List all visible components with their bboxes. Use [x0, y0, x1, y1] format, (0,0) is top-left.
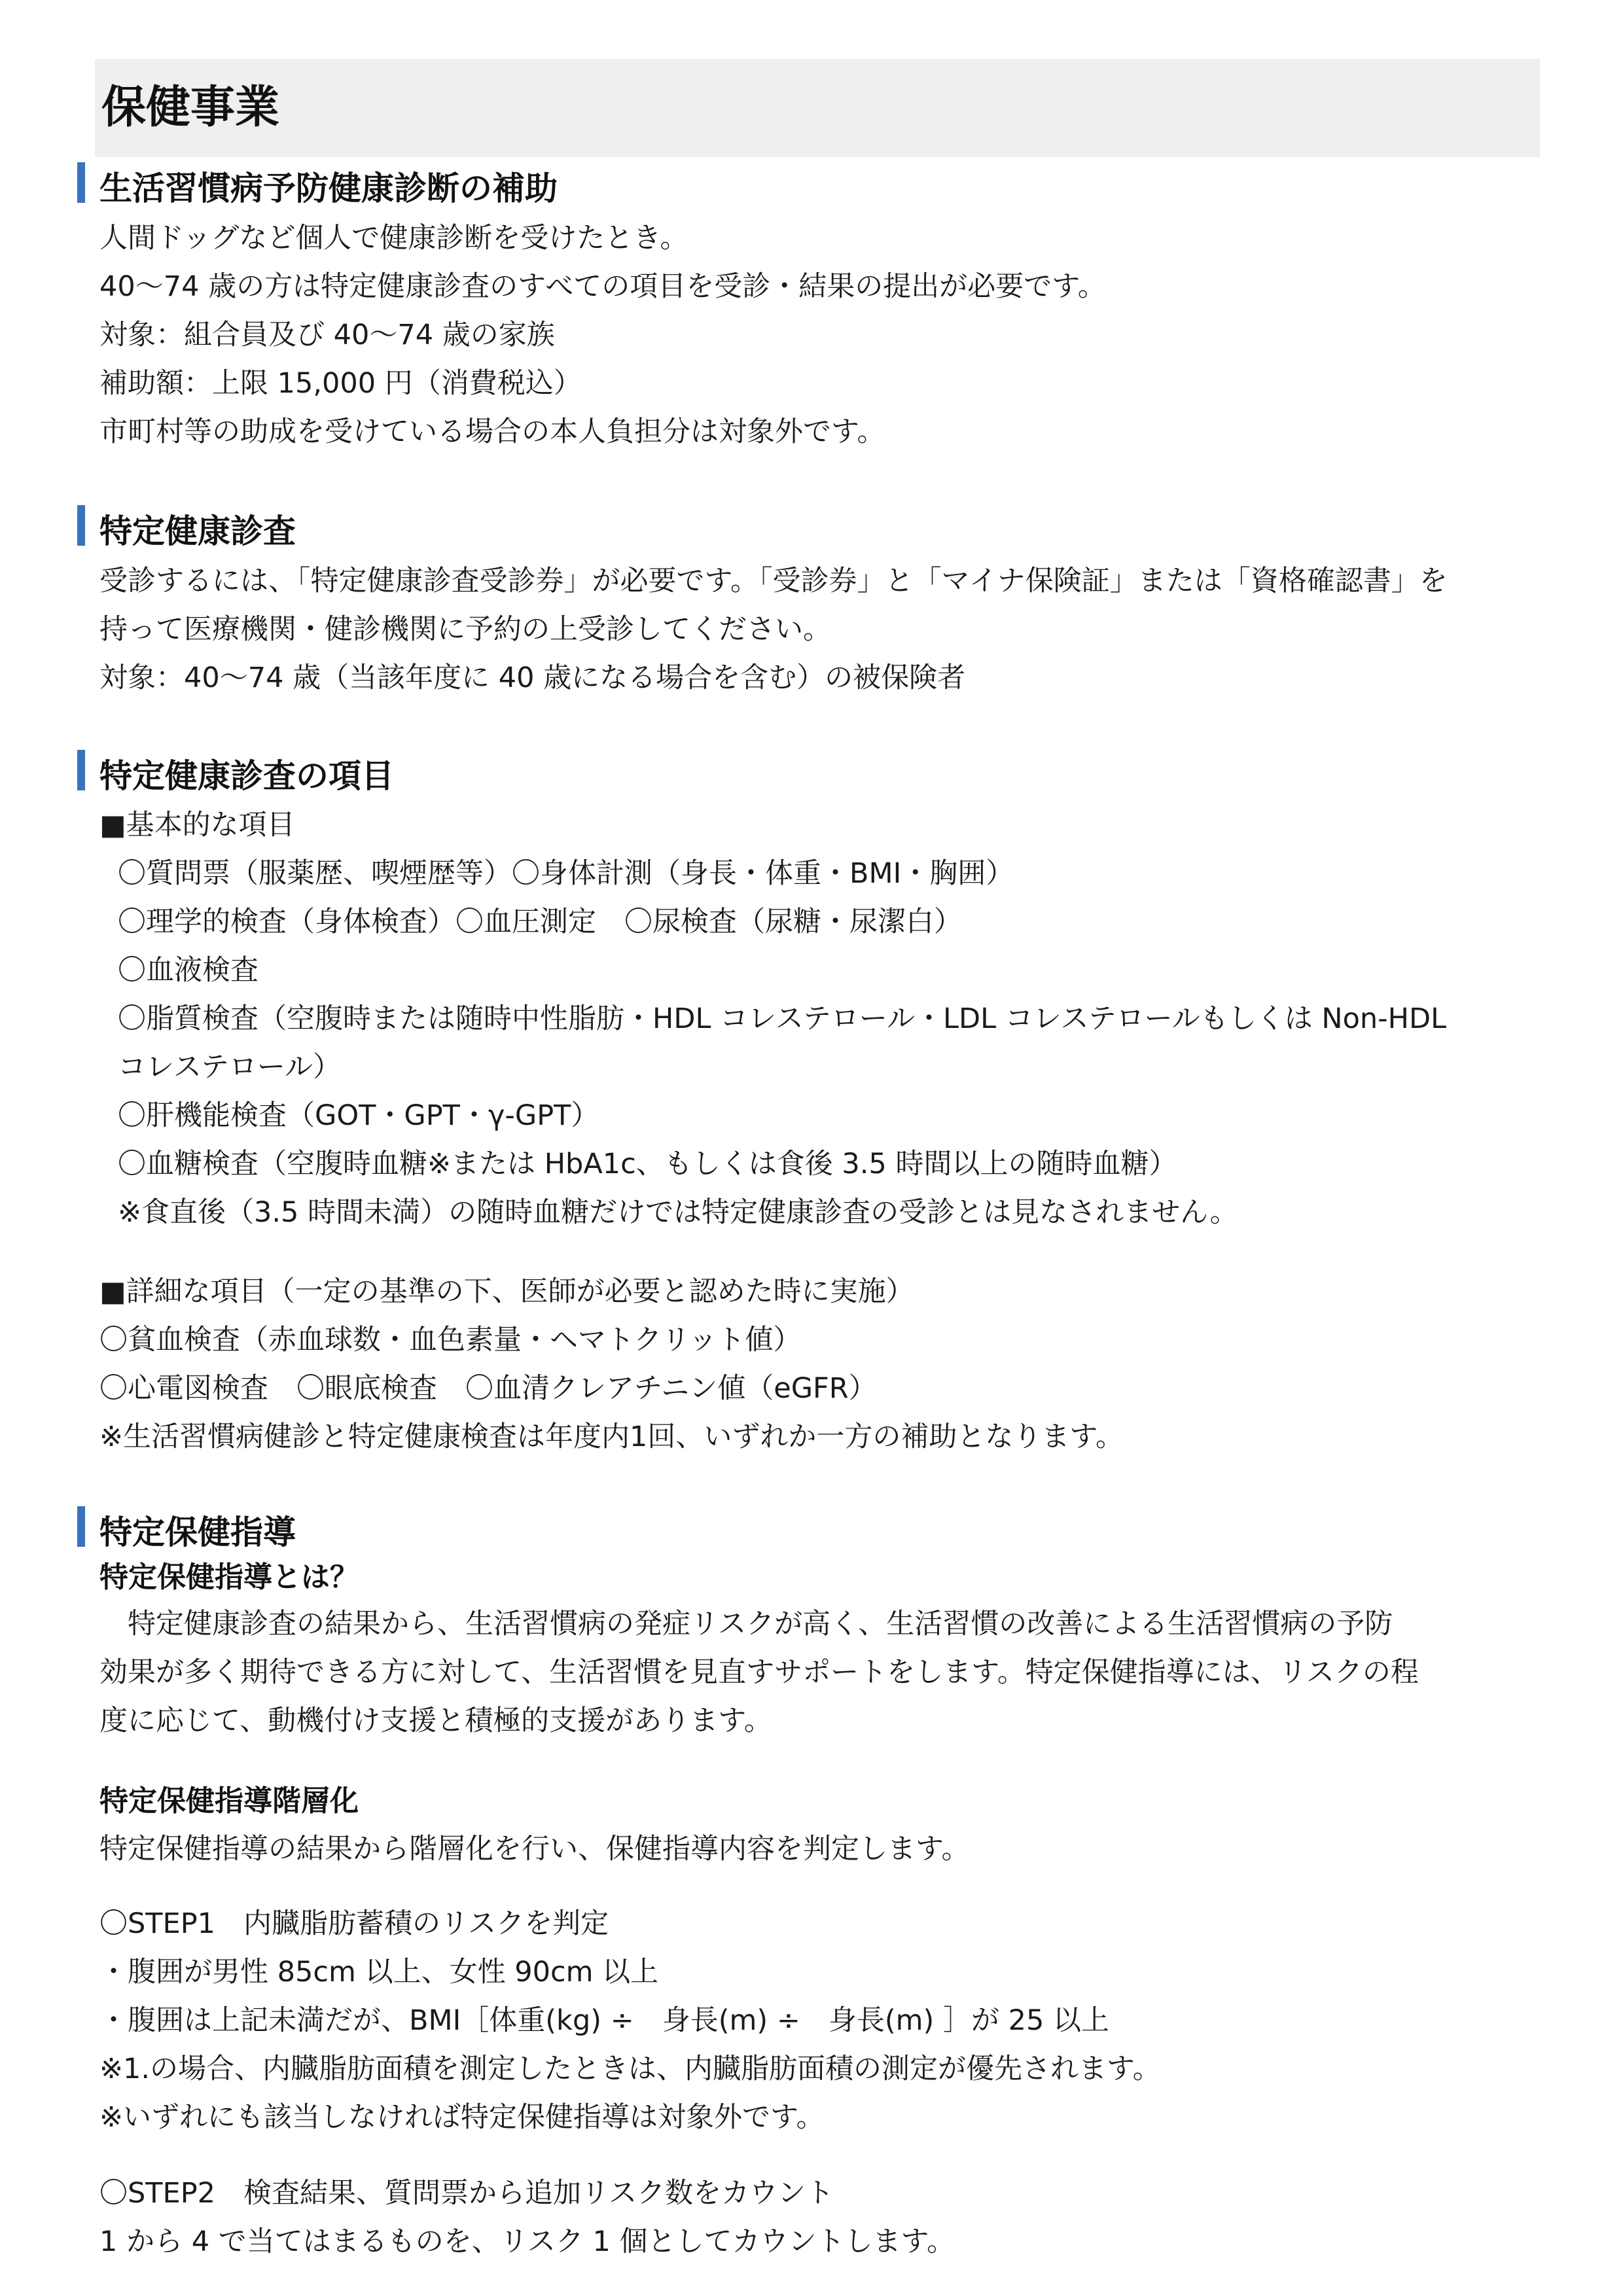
list-item: 〇脂質検査（空腹時または随時中性脂肪・HDL コレステロール・LDL コレステロールもしくは Non-HDL	[118, 1002, 1447, 1035]
list-item: 〇血糖検査（空腹時血糖※または HbA1c、もしくは食後 3.5 時間以上の随時血糖）	[118, 1148, 1177, 1180]
subheading-what-is-guidance: 特定保健指導とは？	[99, 1561, 359, 1594]
list-item: 〇心電図検査 〇眼底検査 〇血清クレアチニン値（eGFR）	[99, 1372, 877, 1405]
section-heading-specific-checkup: 特定健康診査	[99, 512, 296, 550]
subheading-stratification: 特定保健指導階層化	[99, 1784, 359, 1818]
detail-items-title: ■詳細な項目（一定の基準の下、医師が必要と認めた時に実施）	[99, 1275, 914, 1308]
list-item: 〇血液検査	[118, 954, 259, 987]
note-line: ※食直後（3.5 時間未満）の随時血糖だけでは特定健康診査の受診とは見なされません。	[118, 1196, 1238, 1229]
note-line: ※生活習慣病健診と特定健康検査は年度内1回、いずれか一方の補助となります。	[99, 1421, 1124, 1453]
text-line: 市町村等の助成を受けている場合の本人負担分は対象外です。	[99, 415, 885, 448]
text-line: 対象：組合員及び 40～74 歳の家族	[99, 319, 555, 351]
section-heading-health-guidance: 特定保健指導	[99, 1513, 296, 1551]
step2-description: 1 から 4 で当てはまるものを、リスク 1 個としてカウントします。	[99, 2225, 955, 2258]
section-heading-checkup-items: 特定健康診査の項目	[99, 757, 394, 795]
section-accent-bar	[77, 505, 85, 546]
text-line: 受診するには、「特定健康診査受診券」が必要です。「受診券」と「マイナ保険証」または「資格確認書」を	[99, 565, 1448, 597]
list-item: 〇理学的検査（身体検査）〇血圧測定 〇尿検査（尿糖・尿潔白）	[118, 906, 962, 938]
text-line: 40～74 歳の方は特定健康診査のすべての項目を受診・結果の提出が必要です。	[99, 270, 1106, 303]
note-line: ※1.の場合、内臓脂肪面積を測定したときは、内臓脂肪面積の測定が優先されます。	[99, 2053, 1161, 2085]
text-line: 持って医療機関・健診機関に予約の上受診してください。	[99, 613, 831, 646]
section-accent-bar	[77, 750, 85, 790]
text-line: 補助額：上限 15,000 円（消費税込）	[99, 367, 582, 400]
section-accent-bar	[77, 162, 85, 203]
page-title: 保健事業	[101, 82, 280, 133]
text-line: 対象：40～74 歳（当該年度に 40 歳になる場合を含む）の被保険者	[99, 662, 966, 694]
paragraph-line: 特定保健指導の結果から階層化を行い、保健指導内容を判定します。	[99, 1833, 970, 1865]
basic-items-title: ■基本的な項目	[99, 809, 295, 841]
list-item: 〇質問票（服薬歴、喫煙歴等）〇身体計測（身長・体重・BMI・胸囲）	[118, 857, 1014, 890]
list-item: 〇貧血検査（赤血球数・血色素量・ヘマトクリット値）	[99, 1324, 802, 1356]
paragraph-line: 度に応じて、動機付け支援と積極的支援があります。	[99, 1704, 772, 1737]
note-line: ※いずれにも該当しなければ特定保健指導は対象外です。	[99, 2101, 825, 2134]
section-accent-bar	[77, 1506, 85, 1547]
list-item: コレステロール）	[118, 1051, 341, 1084]
step1-criterion: ・腹囲は上記未満だが、BMI［体重(kg) ÷ 身長(m) ÷ 身長(m) ］が 25 以上	[99, 2004, 1110, 2037]
paragraph-line: 特定健康診査の結果から、生活習慣病の発症リスクが高く、生活習慣の改善による生活習慣病の予防	[99, 1608, 1393, 1640]
step2-title: 〇STEP2 検査結果、質問票から追加リスク数をカウント	[99, 2177, 834, 2210]
title-bar	[95, 59, 1540, 157]
section-heading-lifestyle-checkup: 生活習慣病予防健康診断の補助	[99, 169, 558, 207]
paragraph-line: 効果が多く期待できる方に対して、生活習慣を見直すサポートをします。特定保健指導には、リスクの程	[99, 1656, 1419, 1689]
text-line: 人間ドッグなど個人で健康診断を受けたとき。	[99, 222, 688, 255]
step1-criterion: ・腹囲が男性 85cm 以上、女性 90cm 以上	[99, 1956, 659, 1988]
step1-title: 〇STEP1 内臓脂肪蓄積のリスクを判定	[99, 1907, 609, 1940]
list-item: 〇肝機能検査（GOT・GPT・γ-GPT）	[118, 1099, 599, 1132]
